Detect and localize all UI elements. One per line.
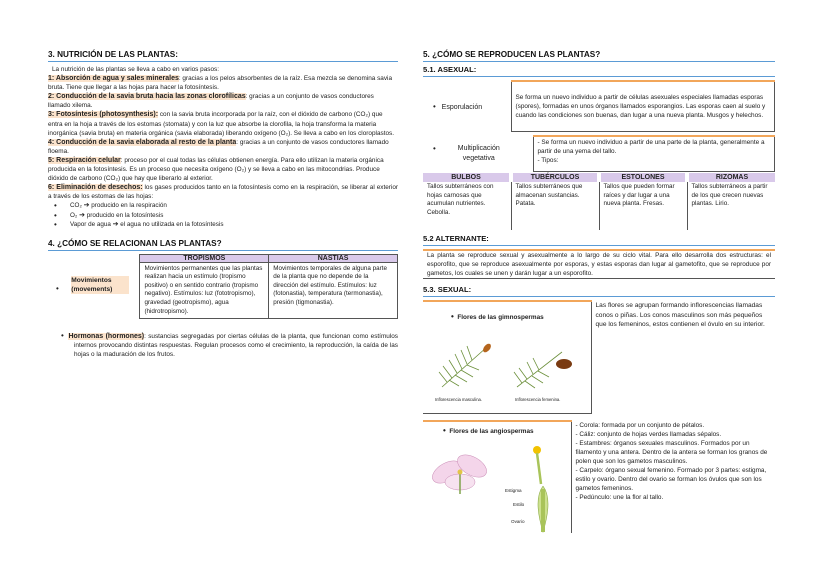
gas-list bbox=[54, 201, 398, 229]
step-4: 4: Conducción de la savia elaborada al resto de la planta: gracias a un conjunto de vasos conductores llamado floema. bbox=[48, 138, 389, 155]
gas-item: • O₂ ➔ producido en la fotosíntesis bbox=[54, 211, 398, 220]
step-6: 6: Eliminación de desechos: los gases producidos tanto en la fotosíntesis como en la respiración, se liberar al exterior a través de los estomas de las hojas: bbox=[48, 184, 398, 201]
male-cone-icon bbox=[481, 343, 492, 355]
esporulacion-text: Se forma un nuevo individuo a partir de células asexuales especiales llamadas esporas (spores), formadas en unos órganos llamados esporangios. Las esporas caen al suelo y cuando las condiciones son buenas, dan lugar a una nueva planta. Musgos y helechos. bbox=[511, 81, 775, 131]
bulbos-text: Tallos subterráneos con hojas carnosas que acumulan nutrientes. Cebolla. bbox=[423, 182, 511, 230]
rizomas-text: Tallos subterráneos a partir de los que crecen nuevas plantas. Lirio. bbox=[691, 183, 768, 208]
tropismos-header: TROPISMOS bbox=[140, 254, 269, 262]
multiplicacion-label: Multiplicación vegetativa bbox=[457, 144, 500, 162]
angio-part: - Estambres: órganos sexuales masculinos. Formados por un filamento y una antera. Dentro de la antera se forman los granos de polen que son los gametos masculinos. bbox=[575, 439, 768, 465]
nutricion-title: 3. NUTRICIÓN DE LAS PLANTAS: bbox=[48, 50, 398, 62]
arrow-right-icon: ➔ bbox=[83, 202, 90, 210]
nastias-cell: Movimientos temporales de alguna parte de la planta que no depende de la dirección del estímulo. Estímulos: luz (fotonastia), temperatura (termonastia), presión (tigmonastia). bbox=[269, 262, 398, 319]
estolones-text: Tallos que pueden formar raíces y dar lugar a una nueva planta. Fresas. bbox=[599, 182, 687, 230]
angiospermas-table bbox=[423, 420, 775, 533]
gimnospermas-table bbox=[423, 300, 775, 414]
estigma-label: Estigma bbox=[505, 487, 522, 493]
sexual-title: 5.3. SEXUAL: bbox=[423, 285, 775, 297]
estilo-label: Estilo bbox=[513, 501, 525, 507]
left-column bbox=[48, 50, 398, 359]
multiplicacion-text: - Se forma un nuevo individuo a partir de una parte de la planta, generalmente a partir de una yema del tallo. - Tipos: bbox=[533, 136, 775, 172]
carpel-illustration bbox=[523, 444, 563, 534]
gimnospermas-label: • Flores de las gimnospermas bbox=[451, 312, 544, 322]
gas-item: • Vapor de agua ➔ el agua no utilizada en la fotosíntesis bbox=[54, 220, 398, 229]
angio-part: - Carpelo: órgano sexual femenino. Formado por 3 partes: estigma, estilo y ovario. Dentro del ovario se forman los óvulos que son los gametos femeninos. bbox=[575, 466, 767, 492]
ovario-label: Ovario bbox=[511, 518, 525, 524]
gas-item: • CO₂ ➔ producido en la respiración bbox=[54, 201, 398, 210]
movimientos-table: • Movimientos (movements) TROPISMOS NASTIAS Movimientos permanentes que las plantas realizan hacia un estímulo (tropismo positivo) o en sentido contrario (tropismo negativo). Estímulos: luz (fototropismo), gravedad (geotropismo), agua (hidrotropismo). Movimientos temporales de alguna parte de la planta que no depende de la dirección del estímulo. Estímulos: luz (fotonastia), temperatura (termonastia), presión (tigmonastia). bbox=[48, 254, 398, 320]
movimientos-label: Movimientos (movements) bbox=[71, 276, 129, 294]
inflorescencia-femenina: Inflorescencia femenina. bbox=[515, 397, 561, 403]
reproduccion-title: 5. ¿CÓMO SE REPRODUCEN LAS PLANTAS? bbox=[423, 50, 775, 62]
angiospermas-label: • Flores de las angiospermas bbox=[443, 425, 534, 435]
female-cone-icon bbox=[556, 359, 572, 369]
estolones-header: ESTOLONES bbox=[599, 173, 687, 182]
step-5: 5: Respiración celular: proceso por el cual todas las células obtienen energía. Para ello utilizan la materia orgánica producida en la fotosíntesis. Es un proceso que necesita oxígeno (O₂) y se lleva a cabo en las mitocondrias. Produce dióxido de carbono (CO₂) que hay que liberarlo al exterior. bbox=[48, 156, 384, 183]
angio-part: - Pedúnculo: une la flor al tallo. bbox=[575, 493, 664, 501]
tuberculos-header: TUBÉRCULOS bbox=[511, 173, 599, 182]
hormonas-paragraph: • Hormonas (hormones): sustancias segregadas por ciertas células de la planta, que funcionan como estímulos internos provocando distintas respuestas. Regulan procesos como el crecimiento, la reproducción, la caída de las hojas o la maduración de los frutos. bbox=[61, 331, 399, 359]
bulbos-header: BULBOS bbox=[423, 173, 511, 182]
tropismos-cell: Movimientos permanentes que las plantas realizan hacia un estímulo (tropismo positivo) o en sentido contrario (tropismo negativo). Estímulos: luz (fototropismo), gravedad (geotropismo), agua (hidrotropismo). bbox=[140, 262, 269, 319]
tipos-table bbox=[423, 173, 775, 230]
arrow-right-icon: ➔ bbox=[79, 211, 85, 219]
gimnospermas-text: Las flores se agrupan formando inflorescencias llamadas conos o piñas. Los conos masculinos son más pequeños que los femeninos, estos contienen el óvulo en su interior. bbox=[595, 302, 765, 329]
nastias-header: NASTIAS bbox=[269, 254, 398, 262]
rizomas-header: RIZOMAS bbox=[687, 173, 775, 182]
multiplicacion-table: • Multiplicación vegetativa - Se forma un nuevo individuo a partir de una parte de la planta, generalmente a partir de una yema del tallo. - Tipos: bbox=[423, 135, 775, 173]
step-3: 3: Fotosíntesis (photosynthesis): con la savia bruta incorporada por la raíz, con el dióxido de carbono (CO₂) que entra en la hoja a través de los estomas (stomata) y con la luz que absorbe la clorofila, la hoja transforma la materia inorgánica (savia bruta) en materia orgánica (savia elaborada) liberando oxígeno (O₂). Se lleva a cabo en los cloroplastos. bbox=[48, 111, 394, 137]
right-column bbox=[423, 50, 775, 533]
flower-illustration bbox=[427, 444, 497, 499]
angiospermas-parts bbox=[571, 421, 775, 533]
alternante-title: 5.2 ALTERNANTE: bbox=[423, 234, 775, 246]
relacion-title: 4. ¿CÓMO SE RELACIONAN LAS PLANTAS? bbox=[48, 239, 398, 251]
angio-part: - Corola: formada por un conjunto de pétalos. bbox=[575, 421, 705, 429]
arrow-right-icon: ➔ bbox=[112, 221, 119, 229]
esporulacion-table: • Esporulación Se forma un nuevo individuo a partir de células asexuales especiales llamadas esporas (spores), formadas en unos órganos llamados esporangios. Las esporas caen al suelo y cuando las condiciones son buenas, dan lugar a una nueva planta. Musgos y helechos. bbox=[423, 80, 775, 132]
inflorescencia-masculina: Inflorescencia masculina. bbox=[435, 397, 483, 403]
tuberculos-text: Tallos subterráneos que almacenan sustancias. Patata. bbox=[511, 182, 599, 230]
step-2: 2: Conducción de la savia bruta hacia las zonas clorofílicas: gracias a un conjunto de vasos conductores llamado xilema. bbox=[48, 93, 374, 110]
step-1: 1: Absorción de agua y sales minerales: gracias a los pelos absorbentes de la raíz. Esa mezcla se denomina savia bruta. Tiene que llegar a las hojas para hacer la fotosíntesis. bbox=[48, 75, 392, 92]
asexual-title: 5.1. ASEXUAL: bbox=[423, 65, 775, 77]
nutricion-intro: La nutrición de las plantas se lleva a cabo en varios pasos: bbox=[52, 66, 219, 73]
pine-branch-illustration bbox=[437, 342, 577, 392]
esporulacion-label: Esporulación bbox=[441, 103, 483, 111]
alternante-text: La planta se reproduce sexual y asexualmente a lo largo de su ciclo vital. Para ello desarrolla dos estructuras: el esporofito, que se reproduce asexualmente por esporas, y estas esporas dan lugar al gametofito, que se reproduce por gametos, los cuales se unen y darán lugar a un esporofito. bbox=[423, 249, 775, 279]
angio-part: - Cáliz: conjunto de hojas verdes llamadas sépalos. bbox=[575, 430, 722, 438]
